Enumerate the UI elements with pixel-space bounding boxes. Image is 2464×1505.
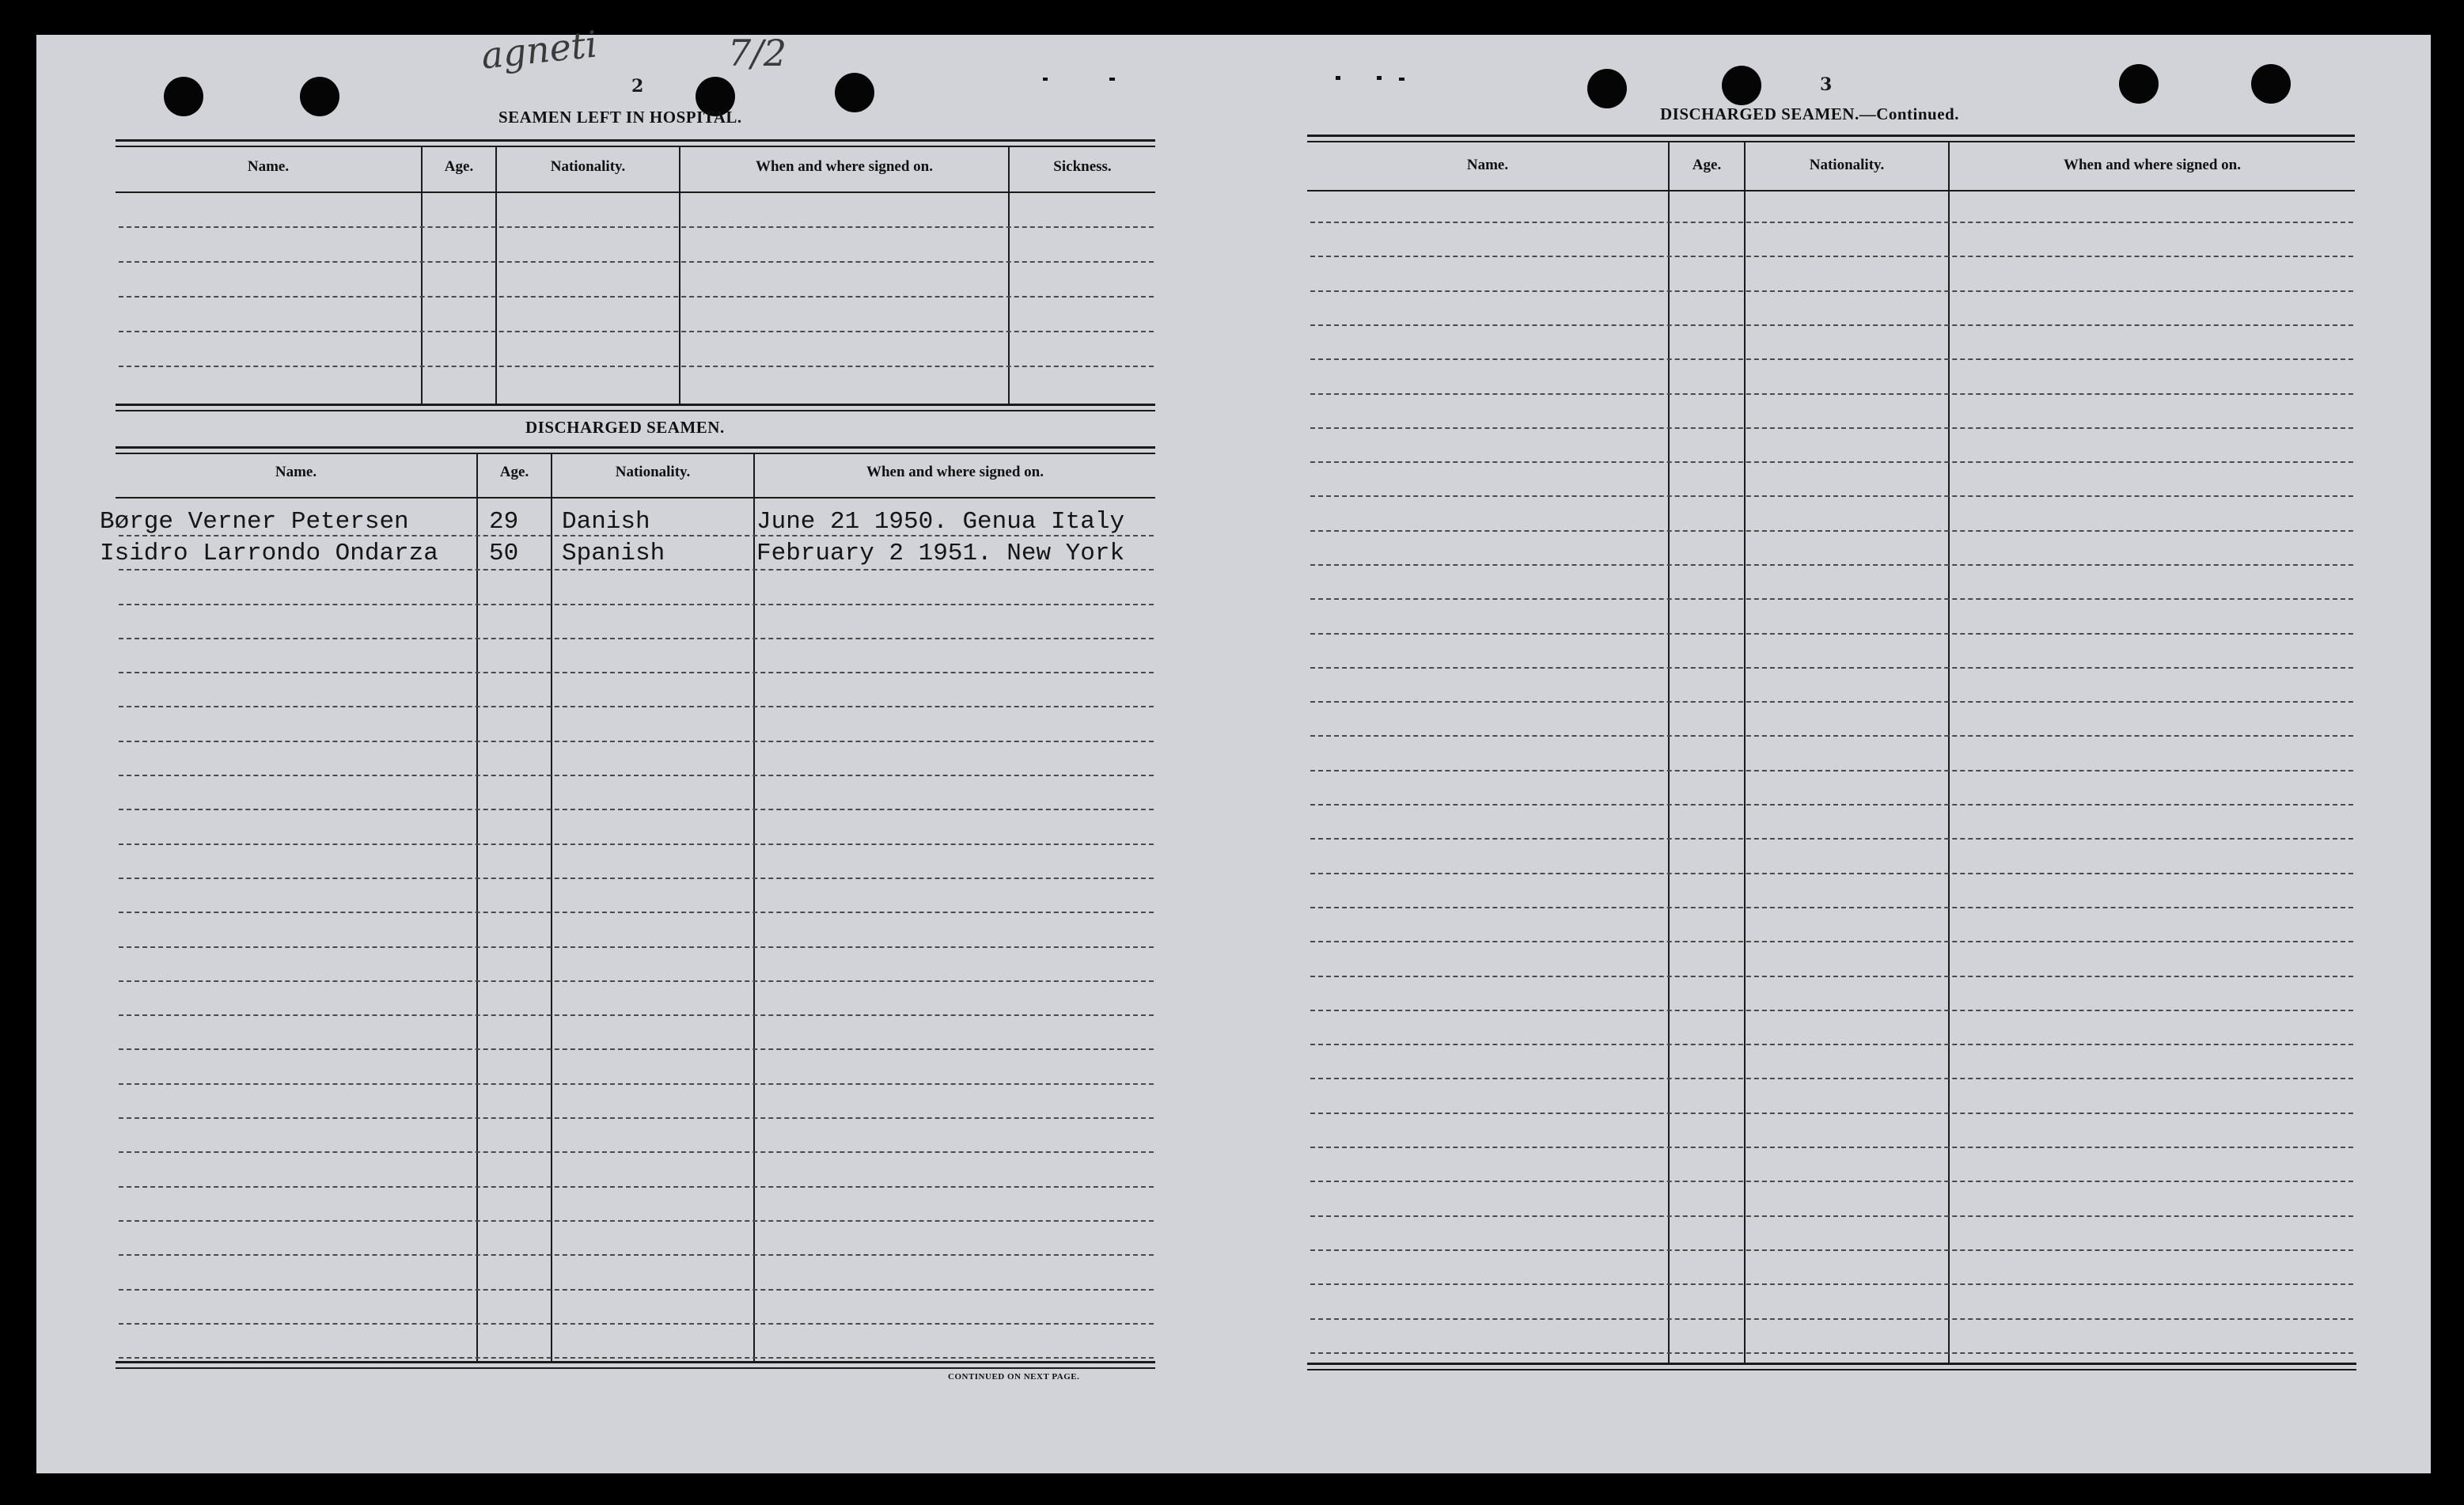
- ruled-line: [119, 638, 1154, 639]
- continued-note: CONTINUED ON NEXT PAGE.: [948, 1372, 1080, 1382]
- col-header-age: Age.: [1692, 157, 1722, 173]
- ruled-line: [1310, 1147, 2353, 1148]
- col-header-sickness: Sickness.: [1053, 158, 1112, 175]
- col-header-age: Age.: [444, 158, 474, 175]
- ruled-line: [119, 672, 1154, 673]
- ruled-line: [119, 741, 1154, 742]
- ruled-line: [119, 604, 1154, 605]
- ruled-line: [1310, 804, 2353, 806]
- punch-hole: [2251, 64, 2291, 104]
- ruled-line: [1310, 667, 2353, 669]
- punch-hole: [1722, 66, 1761, 105]
- col-header-name: Name.: [247, 158, 290, 175]
- ruled-line: [1310, 495, 2353, 497]
- ruled-line: [1310, 222, 2353, 223]
- seaman-name: Børge Verner Petersen: [100, 508, 409, 536]
- ruled-line: [1310, 735, 2353, 737]
- ruled-line: [119, 1220, 1154, 1222]
- ruled-line: [1310, 701, 2353, 703]
- punch-hole: [164, 77, 203, 116]
- page-number: 3: [1820, 74, 1833, 95]
- col-header-name: Name.: [1466, 157, 1509, 173]
- ruled-line: [1310, 976, 2353, 977]
- seaman-nationality: Danish: [562, 508, 650, 536]
- speck: [1109, 78, 1115, 81]
- ruled-line: [1310, 1044, 2353, 1045]
- ruled-line: [119, 1117, 1154, 1119]
- seaman-signed-on: June 21 1950. Genua Italy: [756, 508, 1125, 536]
- ruled-line: [119, 843, 1154, 845]
- ruled-line: [119, 1289, 1154, 1291]
- ruled-line: [1310, 907, 2353, 908]
- ruled-line: [119, 1048, 1154, 1050]
- col-header-nationality: Nationality.: [1809, 157, 1885, 173]
- ruled-line: [1310, 290, 2353, 292]
- ruled-line: [1310, 873, 2353, 874]
- discharged-continued-title: DISCHARGED SEAMEN.—Continued.: [1660, 104, 1959, 123]
- speck: [1377, 76, 1382, 80]
- col-header-age: Age.: [499, 464, 529, 480]
- col-header-signed-on: When and where signed on.: [2063, 157, 2241, 173]
- ruled-line: [1310, 633, 2353, 635]
- ruled-line: [1310, 1181, 2353, 1182]
- ruled-line: [1310, 1010, 2353, 1011]
- ruled-line: [119, 1186, 1154, 1188]
- ruled-line: [1310, 1215, 2353, 1217]
- speck: [1043, 78, 1048, 81]
- ruled-line: [1310, 1318, 2353, 1320]
- col-header-nationality: Nationality.: [550, 158, 626, 175]
- speck: [1336, 76, 1340, 80]
- col-header-signed-on: When and where signed on.: [866, 464, 1044, 480]
- ruled-line: [119, 1014, 1154, 1016]
- col-header-name: Name.: [275, 464, 317, 480]
- ruled-line: [1310, 256, 2353, 257]
- hospital-section-title: SEAMEN LEFT IN HOSPITAL.: [498, 108, 742, 127]
- handwritten-mark: 7/2: [728, 32, 787, 74]
- ruled-line: [1310, 358, 2353, 360]
- ruled-line: [119, 912, 1154, 913]
- ruled-line: [119, 878, 1154, 879]
- ruled-line: [1310, 530, 2353, 532]
- punch-hole: [835, 73, 874, 112]
- ruled-line: [1310, 1352, 2353, 1354]
- seaman-name: Isidro Larrondo Ondarza: [100, 540, 438, 567]
- col-header-signed-on: When and where signed on.: [755, 158, 933, 175]
- ruled-line: [1310, 598, 2353, 600]
- ruled-line: [1310, 324, 2353, 326]
- punch-hole: [2119, 64, 2159, 104]
- ledger-sheet: [36, 35, 2431, 1473]
- seaman-age: 50: [489, 540, 519, 567]
- ruled-line: [119, 775, 1154, 776]
- seaman-age: 29: [489, 508, 519, 536]
- ruled-line: [1310, 461, 2353, 463]
- ruled-line: [1310, 564, 2353, 566]
- ruled-line: [1310, 1078, 2353, 1079]
- ruled-line: [119, 946, 1154, 948]
- ruled-line: [1310, 770, 2353, 771]
- ruled-line: [1310, 1249, 2353, 1251]
- ruled-line: [119, 569, 1154, 571]
- ruled-line: [1310, 941, 2353, 942]
- ruled-line: [1310, 838, 2353, 840]
- ruled-line: [119, 1151, 1154, 1153]
- page-number: 2: [631, 76, 644, 97]
- ruled-line: [1310, 427, 2353, 429]
- col-header-nationality: Nationality.: [615, 464, 691, 480]
- discharged-section-title: DISCHARGED SEAMEN.: [525, 418, 725, 437]
- ruled-line: [119, 1357, 1154, 1359]
- ruled-line: [119, 980, 1154, 982]
- handwritten-note: agneti: [479, 22, 600, 78]
- ruled-line: [119, 1254, 1154, 1256]
- ruled-line: [119, 809, 1154, 810]
- ruled-line: [119, 706, 1154, 707]
- seaman-signed-on: February 2 1951. New York: [756, 540, 1125, 567]
- ruled-line: [119, 1083, 1154, 1085]
- seaman-nationality: Spanish: [562, 540, 665, 567]
- ruled-line: [119, 1323, 1154, 1325]
- ruled-line: [1310, 1283, 2353, 1285]
- speck: [1399, 78, 1404, 81]
- punch-hole: [1587, 69, 1627, 108]
- ruled-line: [1310, 1113, 2353, 1114]
- punch-hole: [300, 77, 339, 116]
- ruled-line: [1310, 393, 2353, 395]
